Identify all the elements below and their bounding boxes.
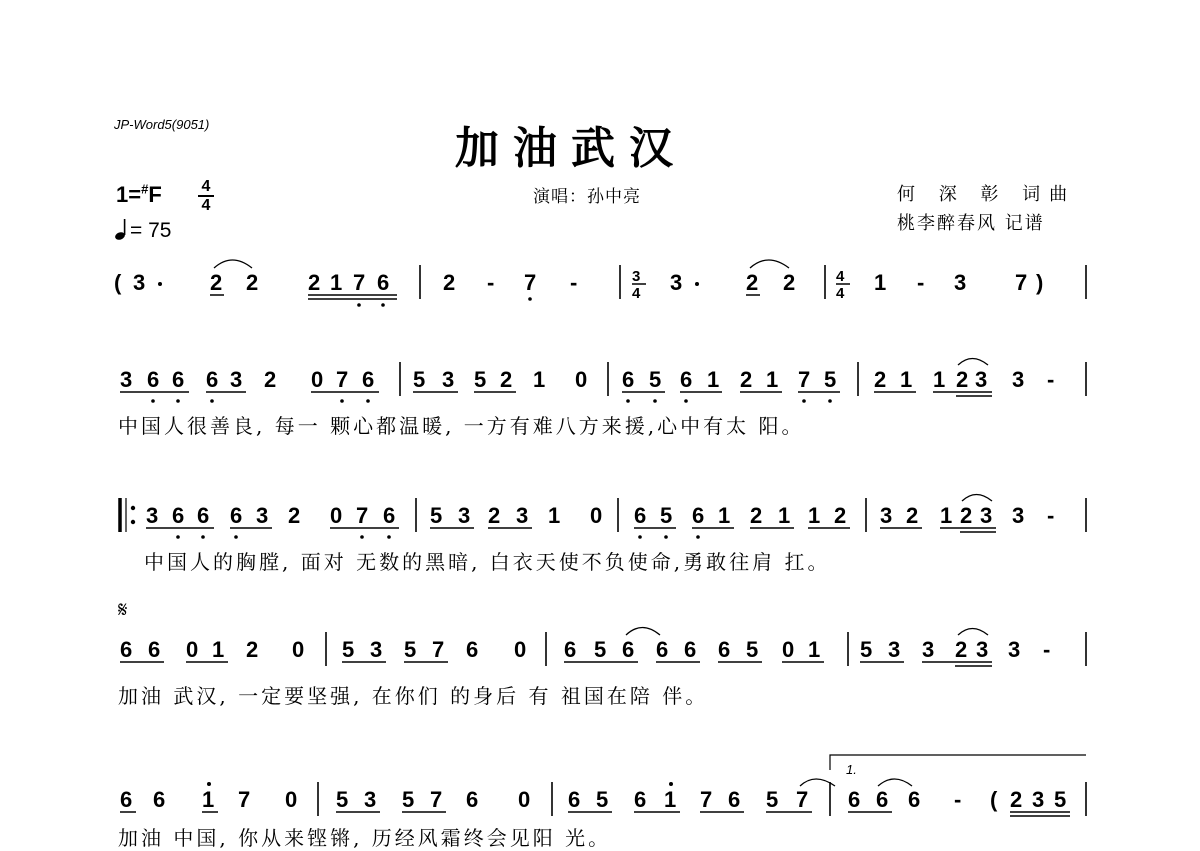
svg-text:1: 1 — [718, 503, 731, 528]
svg-text:3: 3 — [458, 503, 471, 528]
svg-text:7: 7 — [238, 787, 251, 812]
svg-text:0: 0 — [292, 637, 305, 662]
svg-text:1: 1 — [707, 367, 720, 392]
svg-text:-: - — [570, 270, 578, 295]
lyrics-line-4: 加油 中国, 你从来铿锵, 历经风霜终会见阳 光。 — [118, 826, 612, 850]
svg-text:5: 5 — [1054, 787, 1067, 812]
svg-text:6: 6 — [908, 787, 921, 812]
lyrics-line-1: 中国人很善良, 每一 颗心都温暖, 一方有难八方来援,心中有太 阳。 — [118, 414, 805, 438]
svg-text:3: 3 — [1012, 367, 1025, 392]
svg-text:5: 5 — [404, 637, 417, 662]
system-2-notes — [120, 359, 1054, 403]
svg-text:2: 2 — [1010, 787, 1023, 812]
svg-text:2: 2 — [308, 270, 321, 295]
svg-text:5: 5 — [594, 637, 607, 662]
svg-text:1: 1 — [900, 367, 913, 392]
svg-text:3: 3 — [256, 503, 269, 528]
svg-text:3: 3 — [975, 367, 988, 392]
svg-text:6: 6 — [172, 367, 185, 392]
svg-text:-: - — [917, 270, 925, 295]
svg-text:2: 2 — [834, 503, 847, 528]
lyrics-line-3: 加油 武汉, 一定要坚强, 在你们 的身后 有 祖国在陪 伴。 — [118, 684, 709, 708]
svg-text:5: 5 — [336, 787, 349, 812]
svg-text:2: 2 — [750, 503, 763, 528]
svg-text:4: 4 — [632, 285, 641, 302]
svg-text:1: 1 — [533, 367, 546, 392]
svg-text:1: 1 — [808, 637, 821, 662]
svg-text:6: 6 — [466, 637, 479, 662]
svg-text:7: 7 — [356, 503, 369, 528]
svg-text:6: 6 — [206, 367, 219, 392]
svg-text:3: 3 — [632, 268, 641, 285]
svg-text:7: 7 — [700, 787, 713, 812]
svg-text:6: 6 — [634, 503, 647, 528]
svg-text:1: 1 — [330, 270, 343, 295]
svg-text:3: 3 — [146, 503, 159, 528]
svg-text:3: 3 — [922, 637, 935, 662]
svg-text:2: 2 — [210, 270, 223, 295]
svg-text:3: 3 — [1032, 787, 1045, 812]
tempo-value: = 75 — [130, 219, 172, 242]
svg-text:1: 1 — [808, 503, 821, 528]
svg-text:7: 7 — [353, 270, 366, 295]
svg-text:4: 4 — [836, 268, 845, 285]
lyrics-line-2: 中国人的胸膛, 面对 无数的黑暗, 白衣天使不负使命,勇敢往肩 扛。 — [144, 550, 831, 574]
svg-text:1: 1 — [940, 503, 953, 528]
svg-text:6: 6 — [230, 503, 243, 528]
svg-text:6: 6 — [876, 787, 889, 812]
svg-text:6: 6 — [684, 637, 697, 662]
svg-text:3: 3 — [442, 367, 455, 392]
svg-text:5: 5 — [660, 503, 673, 528]
sharp-sign: # — [141, 182, 149, 197]
svg-text:5: 5 — [402, 787, 415, 812]
svg-text:6: 6 — [466, 787, 479, 812]
svg-text:7: 7 — [524, 270, 537, 295]
svg-text:1: 1 — [874, 270, 887, 295]
svg-text:2: 2 — [783, 270, 796, 295]
svg-text:0: 0 — [514, 637, 527, 662]
svg-text:6: 6 — [197, 503, 210, 528]
system-4-notes — [120, 628, 1050, 667]
svg-text:7: 7 — [796, 787, 809, 812]
svg-text:2: 2 — [246, 637, 259, 662]
svg-text:5: 5 — [596, 787, 609, 812]
svg-text:-: - — [1043, 637, 1051, 662]
svg-text:-: - — [487, 270, 495, 295]
svg-text:0: 0 — [186, 637, 199, 662]
svg-text:2: 2 — [500, 367, 513, 392]
time-signature-denominator: 4 — [201, 197, 211, 214]
svg-text:2: 2 — [906, 503, 919, 528]
svg-text:5: 5 — [860, 637, 873, 662]
svg-text:3: 3 — [888, 637, 901, 662]
svg-text:6: 6 — [564, 637, 577, 662]
system-1-notes — [114, 260, 1043, 307]
system-5-notes — [120, 779, 1070, 816]
svg-text:1: 1 — [548, 503, 561, 528]
svg-text:6: 6 — [718, 637, 731, 662]
svg-text:3: 3 — [954, 270, 967, 295]
transcriber-credit: 桃李醉春风 记谱 — [897, 213, 1045, 234]
svg-text:3: 3 — [670, 270, 683, 295]
svg-text:1: 1 — [212, 637, 225, 662]
svg-text:0: 0 — [590, 503, 603, 528]
svg-text:2: 2 — [264, 367, 277, 392]
svg-text:1: 1 — [933, 367, 946, 392]
singer-credit: 演唱：孙中亮 — [533, 187, 641, 207]
svg-text:3: 3 — [1008, 637, 1021, 662]
svg-text:5: 5 — [824, 367, 837, 392]
svg-text:3: 3 — [976, 637, 989, 662]
system-3-notes — [146, 495, 1054, 539]
svg-text:3: 3 — [516, 503, 529, 528]
svg-text:5: 5 — [342, 637, 355, 662]
svg-text:5: 5 — [413, 367, 426, 392]
svg-text:3: 3 — [980, 503, 993, 528]
svg-text:6: 6 — [362, 367, 375, 392]
svg-text:6: 6 — [147, 367, 160, 392]
svg-text:6: 6 — [656, 637, 669, 662]
svg-text:0: 0 — [311, 367, 324, 392]
svg-text:0: 0 — [518, 787, 531, 812]
svg-text:1: 1 — [664, 787, 677, 812]
svg-text:6: 6 — [692, 503, 705, 528]
svg-text:2: 2 — [956, 367, 969, 392]
svg-text:3: 3 — [230, 367, 243, 392]
svg-text:2: 2 — [443, 270, 456, 295]
svg-text:2: 2 — [740, 367, 753, 392]
svg-text:6: 6 — [634, 787, 647, 812]
svg-text:1: 1 — [778, 503, 791, 528]
svg-text:5: 5 — [649, 367, 662, 392]
svg-text:5: 5 — [474, 367, 487, 392]
svg-text:5: 5 — [746, 637, 759, 662]
svg-text:3: 3 — [133, 270, 146, 295]
svg-text:): ) — [1036, 270, 1044, 295]
svg-text:2: 2 — [488, 503, 501, 528]
svg-text:0: 0 — [330, 503, 343, 528]
composer-credit: 何 深 彰 词曲 — [897, 184, 1077, 205]
svg-text:7: 7 — [336, 367, 349, 392]
svg-text:2: 2 — [746, 270, 759, 295]
key-signature-text: 1=#F — [116, 182, 162, 208]
svg-text:-: - — [1047, 503, 1055, 528]
svg-text:2: 2 — [955, 637, 968, 662]
svg-text:2: 2 — [246, 270, 259, 295]
svg-text:0: 0 — [575, 367, 588, 392]
svg-text:7: 7 — [798, 367, 811, 392]
svg-text:7: 7 — [430, 787, 443, 812]
svg-text:6: 6 — [120, 787, 133, 812]
svg-text:3: 3 — [1012, 503, 1025, 528]
svg-text:3: 3 — [364, 787, 377, 812]
svg-text:7: 7 — [432, 637, 445, 662]
svg-text:6: 6 — [728, 787, 741, 812]
svg-text:6: 6 — [148, 637, 161, 662]
svg-text:5: 5 — [430, 503, 443, 528]
svg-text:6: 6 — [377, 270, 390, 295]
svg-text:0: 0 — [285, 787, 298, 812]
svg-text:-: - — [1047, 367, 1055, 392]
segno-sign: 𝄋 — [118, 598, 128, 623]
svg-text:4: 4 — [836, 285, 845, 302]
software-label: JP-Word5(9051) — [114, 117, 210, 132]
svg-text:(: ( — [990, 787, 998, 812]
svg-text:6: 6 — [568, 787, 581, 812]
svg-text:6: 6 — [680, 367, 693, 392]
svg-text:2: 2 — [960, 503, 973, 528]
svg-text:1: 1 — [766, 367, 779, 392]
svg-text:5: 5 — [766, 787, 779, 812]
svg-text:6: 6 — [848, 787, 861, 812]
svg-text:-: - — [954, 787, 962, 812]
time-signature-numerator: 4 — [201, 178, 211, 195]
svg-text:7: 7 — [1015, 270, 1028, 295]
svg-text:1.: 1. — [846, 762, 857, 777]
svg-text:1: 1 — [202, 787, 215, 812]
svg-text:2: 2 — [874, 367, 887, 392]
svg-text:3: 3 — [120, 367, 133, 392]
svg-text:3: 3 — [880, 503, 893, 528]
svg-text:6: 6 — [172, 503, 185, 528]
svg-text:6: 6 — [383, 503, 396, 528]
svg-text:3: 3 — [370, 637, 383, 662]
svg-text:6: 6 — [622, 637, 635, 662]
svg-text:6: 6 — [120, 637, 133, 662]
page-title: 加油武汉 — [455, 123, 687, 174]
svg-text:2: 2 — [288, 503, 301, 528]
svg-text:6: 6 — [622, 367, 635, 392]
svg-text:(: ( — [114, 270, 122, 295]
svg-text:0: 0 — [782, 637, 795, 662]
svg-text:6: 6 — [153, 787, 166, 812]
